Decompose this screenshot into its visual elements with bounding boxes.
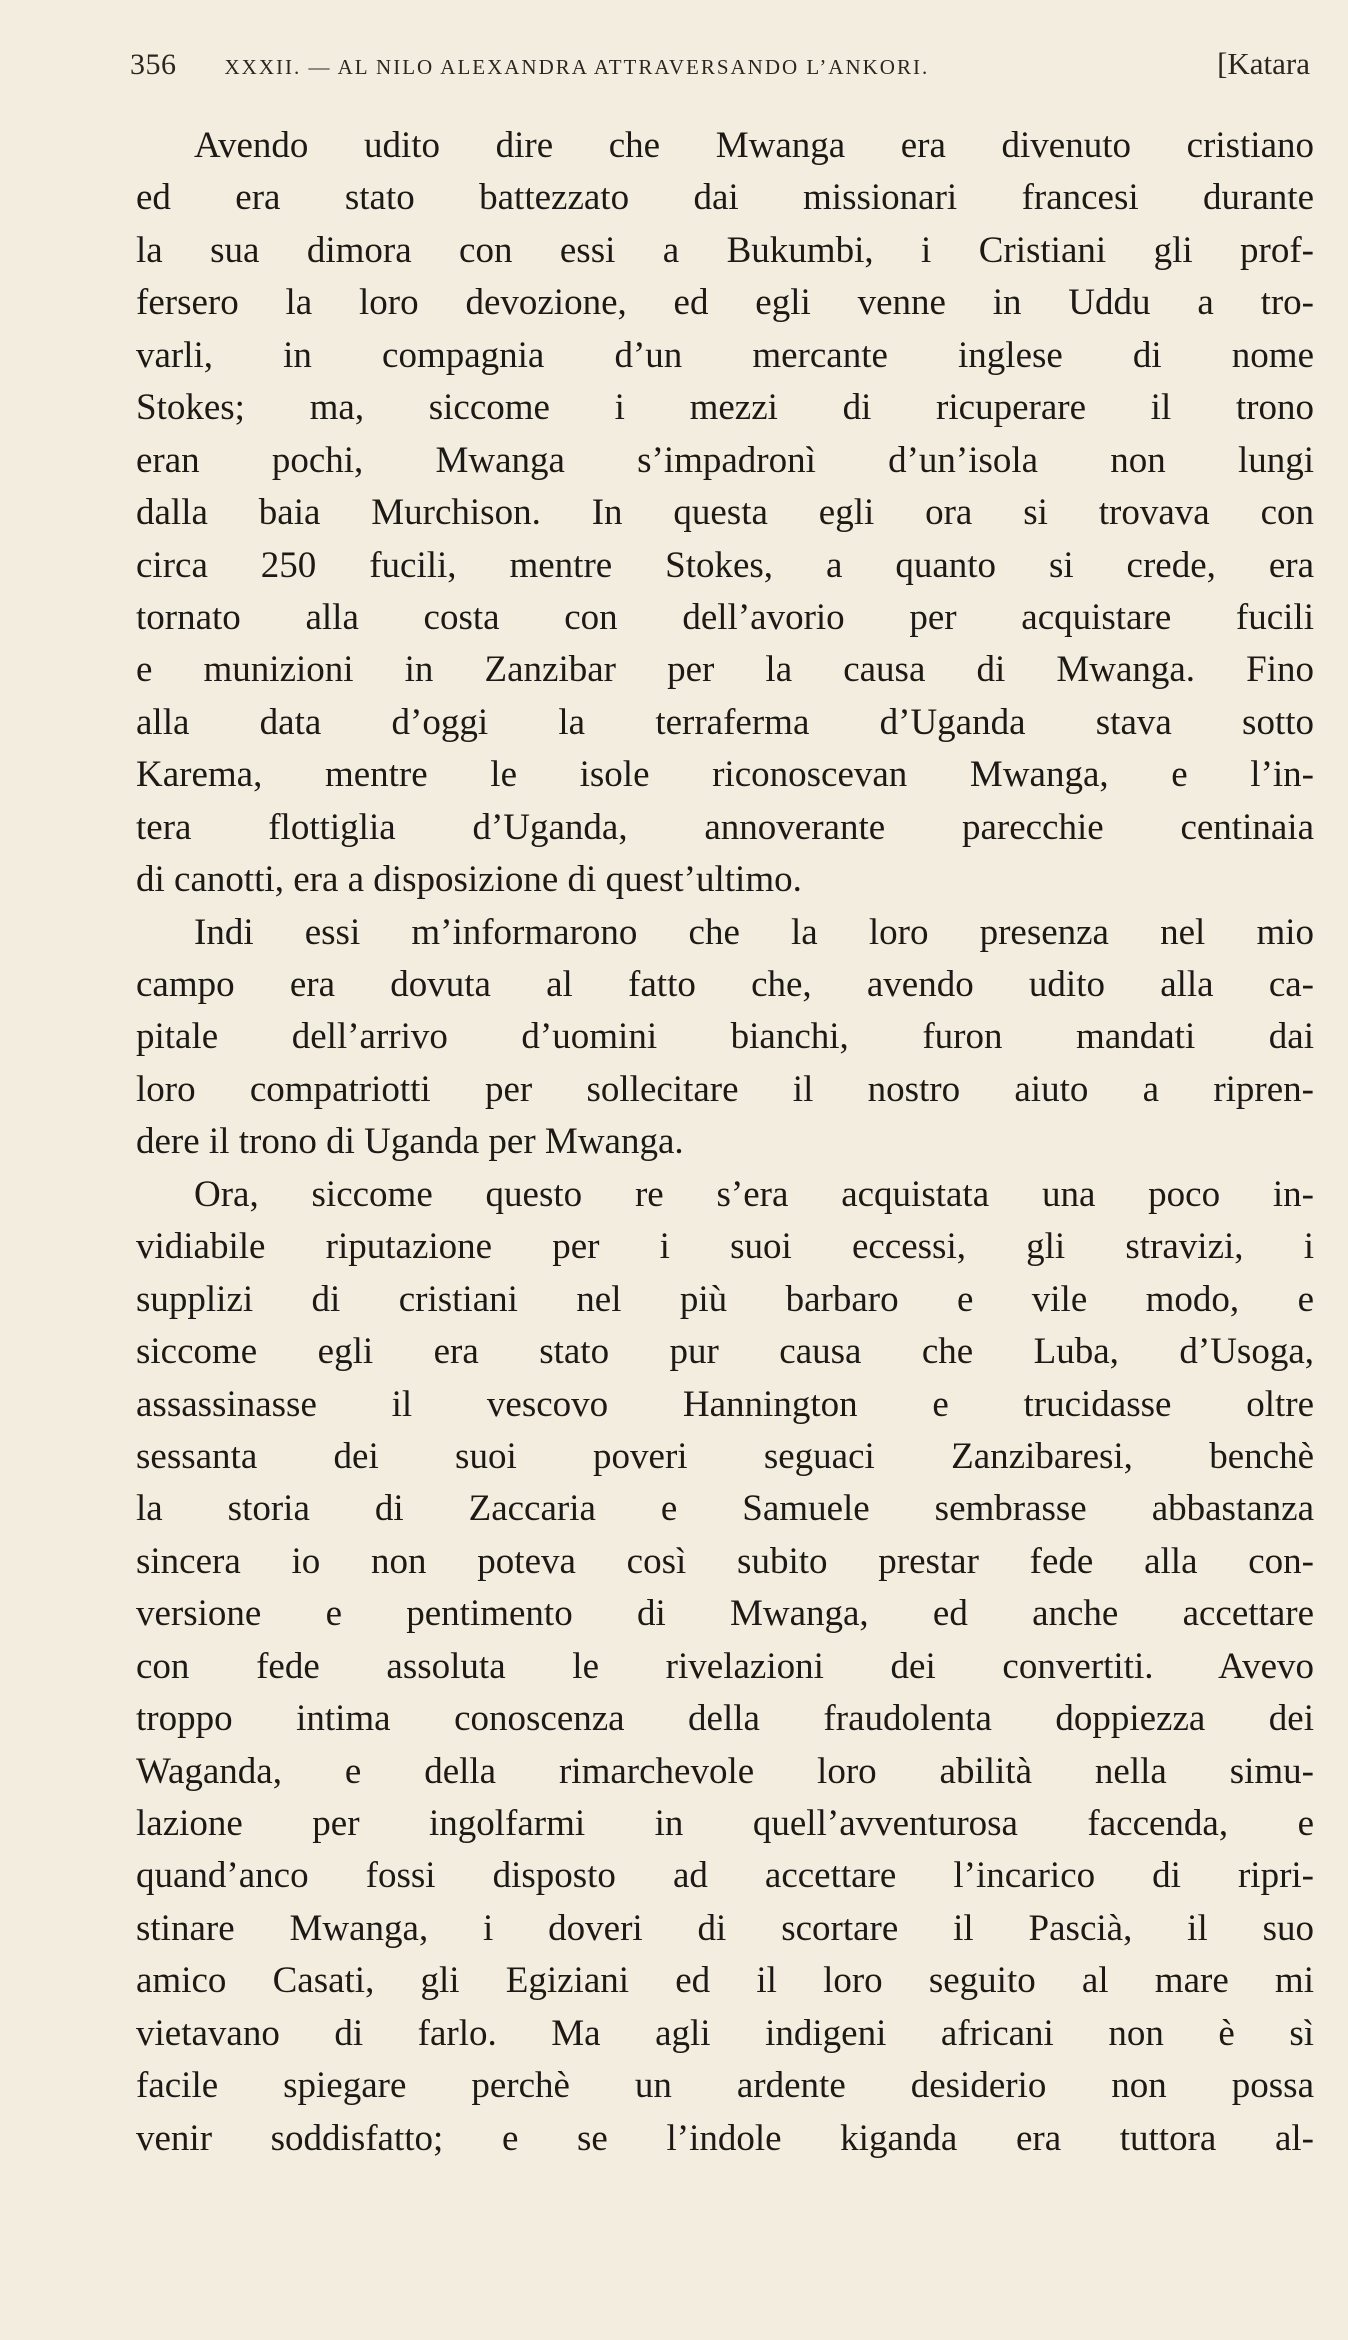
text-line: venir soddisfatto; e se l’indole kiganda era tuttora al-: [136, 2117, 1314, 2159]
text-line: di canotti, era a disposizione di quest’ultimo.: [136, 859, 802, 901]
text-line: fersero la loro devozione, ed egli venne in Uddu a tro-: [136, 282, 1314, 324]
text-line: Indi essi m’informarono che la loro presenza nel mio: [194, 911, 1314, 953]
text-line: quand’anco fossi disposto ad accettare l’incarico di ripri-: [136, 1855, 1314, 1897]
text-line: circa 250 fucili, mentre Stokes, a quanto si crede, era: [136, 544, 1314, 586]
text-line: assassinasse il vescovo Hannington e trucidasse oltre: [136, 1383, 1314, 1425]
text-line: Karema, mentre le isole riconoscevan Mwanga, e l’in-: [136, 754, 1314, 796]
text-line: varli, in compagnia d’un mercante inglese di nome: [136, 334, 1314, 376]
text-line: supplizi di cristiani nel più barbaro e vile modo, e: [136, 1278, 1314, 1320]
text-line: stinare Mwanga, i doveri di scortare il Pascià, il suo: [136, 1907, 1314, 1949]
text-line: ed era stato battezzato dai missionari francesi durante: [136, 177, 1314, 219]
text-line: Ora, siccome questo re s’era acquistata una poco in-: [194, 1173, 1314, 1215]
text-line: sessanta dei suoi poveri seguaci Zanzibaresi, benchè: [136, 1435, 1314, 1477]
text-line: dalla baia Murchison. In questa egli ora si trovava con: [136, 492, 1314, 534]
text-line: e munizioni in Zanzibar per la causa di Mwanga. Fino: [136, 649, 1314, 691]
text-line: alla data d’oggi la terraferma d’Uganda stava sotto: [136, 701, 1314, 743]
text-line: la sua dimora con essi a Bukumbi, i Cristiani gli prof-: [136, 229, 1314, 271]
text-line: Stokes; ma, siccome i mezzi di ricuperare il trono: [136, 387, 1314, 429]
text-line: lazione per ingolfarmi in quell’avventurosa faccenda, e: [136, 1803, 1314, 1844]
text-line: amico Casati, gli Egiziani ed il loro seguito al mare mi: [136, 1960, 1314, 2002]
text-line: la storia di Zaccaria e Samuele sembrasse abbastanza: [136, 1488, 1314, 1530]
section-mark: [Katara: [1217, 46, 1310, 81]
text-line: loro compatriotti per sollecitare il nostro aiuto a ripren-: [136, 1068, 1314, 1110]
text-line: versione e pentimento di Mwanga, ed anche accettare: [136, 1593, 1314, 1635]
text-line: troppo intima conoscenza della fraudolenta doppiezza dei: [136, 1698, 1314, 1740]
text-line: vidiabile riputazione per i suoi eccessi, gli stravizi, i: [136, 1226, 1314, 1268]
page-header: [130, 46, 1310, 96]
text-line: pitale dell’arrivo d’uomini bianchi, furon mandati dai: [136, 1016, 1314, 1058]
text-line: facile spiegare perchè un ardente desiderio non possa: [136, 2065, 1314, 2107]
text-line: siccome egli era stato pur causa che Luba, d’Usoga,: [136, 1331, 1314, 1373]
body-text: [136, 120, 1314, 2165]
text-line: sincera io non poteva così subito prestar fede alla con-: [136, 1540, 1314, 1582]
text-line: dere il trono di Uganda per Mwanga.: [136, 1121, 684, 1163]
running-title: XXXII. — AL NILO ALEXANDRA ATTRAVERSANDO L’ANKORI.: [224, 55, 930, 79]
text-line: eran pochi, Mwanga s’impadronì d’un’isola non lungi: [136, 439, 1314, 481]
text-line: Avendo udito dire che Mwanga era divenuto cristiano: [194, 125, 1314, 166]
text-line: campo era dovuta al fatto che, avendo udito alla ca-: [136, 964, 1314, 1005]
text-line: tera flottiglia d’Uganda, annoverante parecchie centinaia: [136, 806, 1314, 848]
text-line: con fede assoluta le rivelazioni dei convertiti. Avevo: [136, 1645, 1314, 1687]
text-line: tornato alla costa con dell’avorio per acquistare fucili: [136, 596, 1314, 638]
page-number: 356: [130, 48, 177, 81]
text-line: vietavano di farlo. Ma agli indigeni africani non è sì: [136, 2012, 1314, 2054]
text-line: Waganda, e della rimarchevole loro abilità nella simu-: [136, 1750, 1314, 1792]
